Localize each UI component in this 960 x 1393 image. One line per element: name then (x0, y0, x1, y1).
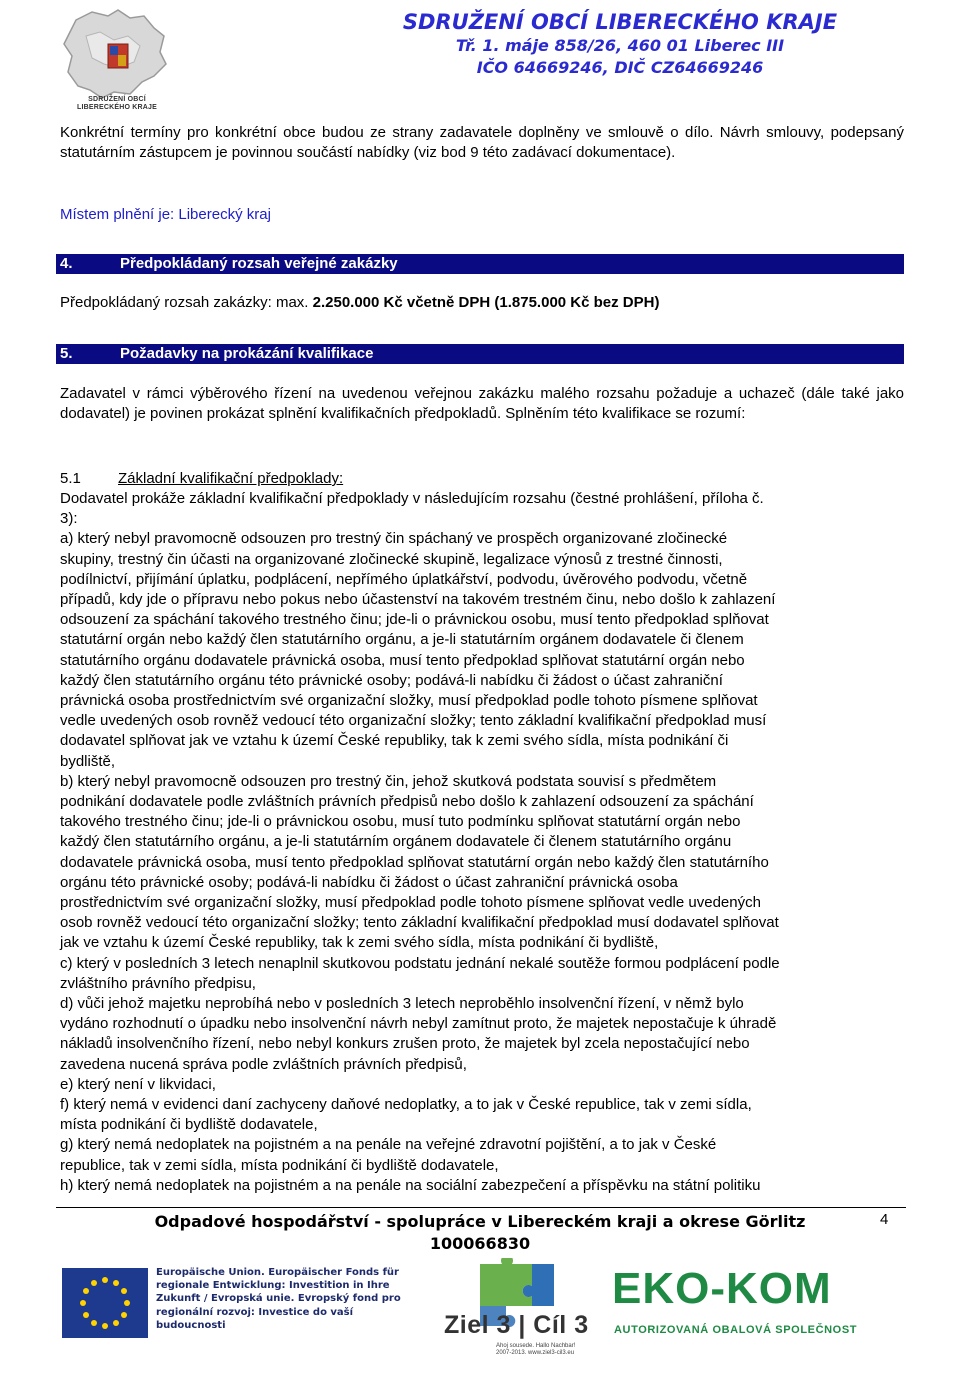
organization-address: Tř. 1. máje 858/26, 460 01 Liberec III (455, 36, 785, 55)
qualification-line: podnikání dodavatele podle zvláštních právních předpisů nebo došlo k zahlazení odsouzení za spáchání (60, 793, 754, 810)
qualification-line: místa podnikání či bydliště dodavatele, (60, 1116, 318, 1134)
qualification-line: dodavatele právnická osoba, musí tento předpoklad splňovat statutární orgán nebo každý člen statutárního (60, 853, 769, 871)
qualification-line: dodavatel splňovat jak ve vztahu k území České republiky, tak k zemi svého sídla, místa podnikání či (60, 732, 729, 750)
qualification-line: g) který nemá nedoplatek na pojistném a na penále na veřejné zdravotní pojištění, a to jak v České (60, 1136, 717, 1154)
qualification-line: c) který v posledních 3 letech nenaplnil skutkovou podstatu jednání nekalé soutěže formou podplácení podle (60, 954, 780, 972)
qualification-line: statutární orgán nebo každý člen statutárního orgánu, a je-li statutárním orgánem dodavatele či členem (60, 631, 744, 649)
section-4-title: Předpokládaný rozsah veřejné zakázky (120, 255, 398, 272)
qualification-line: prostřednictvím své organizační složky, musí předpoklad podle tohoto písmene splňovat vedle uvedených (60, 894, 761, 911)
qualification-line: Dodavatel prokáže základní kvalifikační předpoklady v následujícím rozsahu (čestné prohlášení, příloha č. (60, 490, 764, 507)
qualification-line: bydliště, (60, 752, 116, 770)
scope-line (60, 293, 904, 313)
qualification-line: orgánu této právnické osoby; podává-li nabídku či žádost o účast zahraniční právnická osoba (60, 873, 678, 891)
qualification-line: nákladů insolvenčního řízení, nebo nebyl konkurs zrušen proto, že majetek byl zcela nepostačující nebo (60, 1035, 750, 1053)
qualification-line: vydáno rozhodnutí o úpadku nebo insolvenční návrh nebyl zamítnut proto, že majetek nepostačuje k úhradě (60, 1015, 777, 1033)
place-of-performance-text: Místem plnění je: Liberecký kraj (60, 206, 271, 223)
qualification-line: právnická osoba prostřednictvím své organizační složky, musí předpoklad podle tohoto písmene splňovat (60, 692, 758, 709)
qualification-line: statutárního orgánu dodavatele právnická osoba, musí tento předpoklad splňovat statutární orgán nebo (60, 651, 745, 669)
qualification-line: skupiny, trestný čin účasti na organizované zločinecké skupině, legalizace výnosů z trestné činnosti, (60, 550, 723, 568)
intro-paragraph: Konkrétní termíny pro konkrétní obce budou ze strany zadavatele doplněny ve smlouvě o dílo. Návrh smlouvy, podepsaný statutárním zástupcem je povinnou součástí nabídky (viz bod 9 této zadávací dokumentace). (60, 124, 904, 162)
qualification-line: 3): (60, 510, 78, 528)
section-5-heading (56, 344, 904, 364)
qualification-line: zavedena nucená správa podle zvláštních právních předpisů, (60, 1055, 467, 1073)
qualification-line: každý člen statutárního orgánu, a je-li statutárním orgánem dodavatele či členem statutárního orgánu (60, 833, 732, 851)
organization-name: SDRUŽENÍ OBCÍ LIBERECKÉHO KRAJE (402, 10, 838, 34)
eu-flag-logo (62, 1268, 148, 1338)
qualification-line: jak ve vztahu k území České republiky, tak k zemi svého sídla, místa podnikání či bydliště, (60, 934, 659, 952)
qualification-line: případů, kdy jde o přípravu nebo pokus nebo účastenství na takovém trestném činu, nebo došlo k zahlazení (60, 591, 776, 608)
ziel3-title: Ziel 3 | Cíl 3 (444, 1311, 589, 1339)
qualification-line: republice, tak v zemi sídla, místa podnikání či bydliště dodavatele, (60, 1156, 499, 1174)
section-4-number: 4. (60, 255, 73, 272)
qualification-line: zvláštního právního předpisu, (60, 974, 256, 992)
place-of-performance (60, 205, 904, 225)
qualification-line: h) který nemá nedoplatek na pojistném a na penále na sociální zabezpečení a příspěvku na státní politiku (60, 1176, 761, 1194)
ekokom-subtitle: AUTORIZOVANÁ OBALOVÁ SPOLEČNOST (614, 1324, 858, 1336)
subsection-5-1-number: 5.1 (60, 470, 81, 487)
footer-divider (56, 1207, 906, 1208)
footer-project-title: Odpadové hospodářství - spolupráce v Libereckém kraji a okrese Görlitz 100066830 (154, 1212, 806, 1253)
subsection-5-1-heading (60, 469, 343, 489)
qualification-line: vedle uvedených osob rovněž vedoucí této organizační složky; tento základní kvalifikační předpoklad musí (60, 712, 767, 730)
section-5-intro: Zadavatel v rámci výběrového řízení na uvedenou veřejnou zakázku malého rozsahu požaduje a uchazeč (dále také jako dodavatel) je povinen prokázat splnění kvalifikačních předpokladů. Splněním této kvalifikace se rozumí: (60, 385, 904, 423)
qualification-line: b) který nebyl pravomocně odsouzen pro trestný čin, jehož skutková podstata souvisí s předmětem (60, 772, 717, 790)
ekokom-logo: EKO-KOM (612, 1264, 832, 1313)
section-5-number: 5. (60, 345, 73, 362)
qualification-line: f) který nemá v evidenci daní zachyceny daňové nedoplatky, a to jak v České republice, tak v zemi sídla, (60, 1096, 752, 1113)
scope-label: Předpokládaný rozsah zakázky: max. (60, 294, 313, 311)
section-5-title: Požadavky na prokázání kvalifikace (120, 345, 374, 362)
qualification-line: e) který není v likvidaci, (60, 1075, 216, 1093)
page-number: 4 (880, 1211, 889, 1228)
logo-caption: SDRUŽENÍ OBCÍ LIBERECKÉHO KRAJE (76, 96, 158, 111)
scope-value: 2.250.000 Kč včetně DPH (1.875.000 Kč bez DPH) (312, 294, 660, 311)
qualification-line: osob rovněž vedoucí této organizační složky; tento základní kvalifikační předpoklad musí dodavatel splňovat (60, 914, 779, 932)
subsection-5-1-title: Základní kvalifikační předpoklady: (118, 470, 344, 487)
section-4-heading (56, 254, 904, 274)
qualification-line: každý člen statutárního orgánu této právnické osoby; podává-li nabídku či žádost o účast zahraniční (60, 671, 723, 689)
eu-funding-text: Europäische Union. Europäischer Fonds für regionale Entwicklung: Investition in Ihre Zukunft / Evropská unie. Evropský fond pro regionální rozvoj: Investice do vaší budoucnosti (156, 1267, 401, 1331)
qualification-line: a) který nebyl pravomocně odsouzen pro trestný čin spáchaný ve prospěch organizované zločinecké (60, 530, 728, 548)
qualification-line: takového trestného činu; jde-li o právnickou osobu, musí tuto podmínku splňovat statutární orgán nebo (60, 813, 741, 831)
qualification-line: d) vůči jehož majetku neprobíhá nebo v posledních 3 letech neproběhlo insolvenční řízení, v němž bylo (60, 995, 744, 1012)
organization-ids: IČO 64669246, DIČ CZ64669246 (476, 58, 764, 77)
ziel3-subtext: Ahoj sousede. Hallo Nachbar! 2007-2013. www.ziel3-cil3.eu (496, 1343, 576, 1356)
qualification-line: odsouzení za spáchání takového trestného činu; jde-li o právnickou osobu, musí tento předpoklad splňovat (60, 611, 769, 629)
qualification-line: podílnictví, přijímání úplatku, podplácení, nepřímého úplatkářství, podvodu, úvěrového podvodu, včetně (60, 570, 748, 588)
